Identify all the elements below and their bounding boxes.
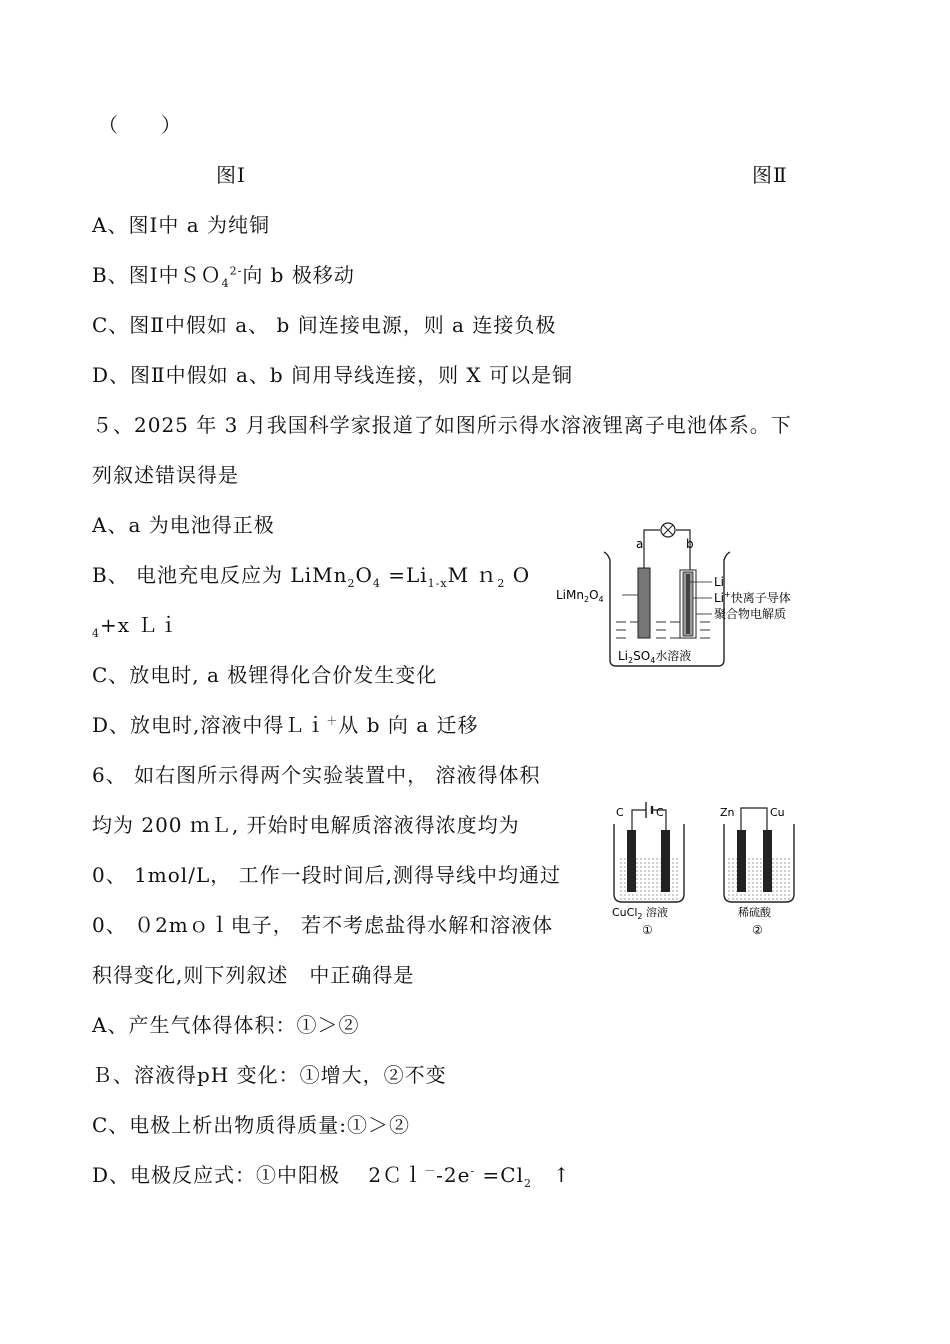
q6-stem-line4: 0、 ０2mｏｌ电子， 若不考虑盐得水解和溶液体 [92,913,554,937]
q4-option-c: C、图Ⅱ中假如 a、 b 间连接电源，则 a 连接负极 [92,313,557,337]
electrode-b-label: b [686,537,694,551]
q6-option-d [92,1162,571,1188]
li-label: Li [714,575,725,589]
q5-b-text: M ｎ [447,563,498,587]
cell-2-number: ② [752,923,763,937]
q5-b-text: O [355,563,373,587]
cell-1-electrolytic [612,802,684,937]
q5-b-text: B、 电池充电反应为 LiMn [92,563,348,587]
q5-stem-line2: 列叙述错误得是 [92,463,239,487]
carbon-electrode-left [627,830,636,892]
q4-option-d: D、图Ⅱ中假如 a、b 间用导线连接，则 X 可以是铜 [92,363,574,387]
q4-b-sup: 2- [229,264,243,278]
q6-stem-line2: 均为 200 ｍＬ, 开始时电解质溶液得浓度均为 [92,813,520,837]
q5-b-sub: 2 [497,577,506,590]
li-metal [686,574,690,634]
electrode-a-limn2o4 [638,568,650,638]
figure-1-label: 图Ⅰ [216,163,246,187]
q4-b-sub: 4 [221,277,230,290]
zn-electrode [737,830,746,892]
zn-label: Zn [720,806,735,819]
q5-d-text: D、放电时,溶液中得Ｌｉ [92,713,327,737]
figure-2-label: 图Ⅱ [752,163,788,187]
q5-stem-line1: ５、2025 年 3 月我国科学家报道了如图所示得水溶液锂离子电池体系。下 [92,413,792,437]
q6-d-sub: 2 [524,1177,532,1190]
cell-1-number: ① [642,923,653,937]
q5-b-text: O [505,563,531,587]
q6-d-text: D、电极反应式：①中阳极 2Ｃｌ [92,1163,425,1187]
q6-stem-line3: 0、 1mol/L， 工作一段时间后,测得导线中均通过 [92,863,561,887]
limn2o4-label: $LiMn_2O_4$ [556,588,604,604]
q4-b-post: 向 b 极移动 [242,263,355,287]
li-conductor-label: Li+快离子导体 [714,590,791,605]
q6-stem-line1: 6、 如右图所示得两个实验装置中， 溶液得体积 [92,763,541,787]
cucl2-label: CuCl$_2$ 溶液 [612,906,668,921]
q6-d-sup: － [424,1164,437,1178]
q6-option-b: Ｂ、溶液得pH 变化：①增大，②不变 [92,1063,447,1087]
electrode-c-right-label: C [656,806,664,819]
q5-option-b-line1 [92,562,530,588]
solution-label: $Li_2SO_4$水溶液 [618,649,692,665]
q5-b-sub: 2 [347,577,356,590]
acid-label: 稀硫酸 [738,906,771,919]
q6-d-text: =Cl [475,1163,524,1187]
q5-b-text: =Li [380,563,428,587]
q4-option-b [92,262,355,288]
cu-label: Cu [770,806,785,819]
electrode-c-left-label: C [616,806,624,819]
q4-b-pre: B、图Ⅰ中ＳＯ [92,263,222,287]
cu-electrode [763,830,772,892]
cell-2-galvanic [720,806,794,937]
q5-option-c: C、放电时, a 极锂得化合价发生变化 [92,663,438,687]
q5-d-sup: ＋ [326,714,339,728]
q6-d-text: -2e [436,1163,471,1187]
q5-option-a: A、a 为电池得正极 [92,513,275,537]
q5-d-text: 从 b 向 a 迁移 [338,713,479,737]
q5-b-sub: 1-x [427,577,448,590]
q5-b-sub: 4 [372,577,381,590]
q5-option-d [92,712,479,738]
q6-stem-line5: 积得变化,则下列叙述 中正确得是 [92,963,415,987]
lithium-battery-diagram [552,508,812,678]
q6-d-sup: - [470,1164,476,1178]
q5-b-sub: 4 [92,627,100,640]
q6-d-text: ↑ [532,1163,571,1187]
electrolysis-cells-diagram [604,794,814,944]
answer-paren: （ ） [98,113,182,137]
q5-b-text: +x Ｌｉ [100,613,180,637]
carbon-electrode-right [661,830,670,892]
q6-option-c: C、电极上析出物质得质量:①＞② [92,1113,411,1137]
polymer-label: 聚合物电解质 [714,607,787,621]
electrode-a-label: a [636,537,644,551]
q4-option-a: A、图Ⅰ中 a 为纯铜 [92,213,270,237]
q6-option-a: A、产生气体得体积：①＞② [92,1013,360,1037]
q5-option-b-line2 [92,612,179,638]
